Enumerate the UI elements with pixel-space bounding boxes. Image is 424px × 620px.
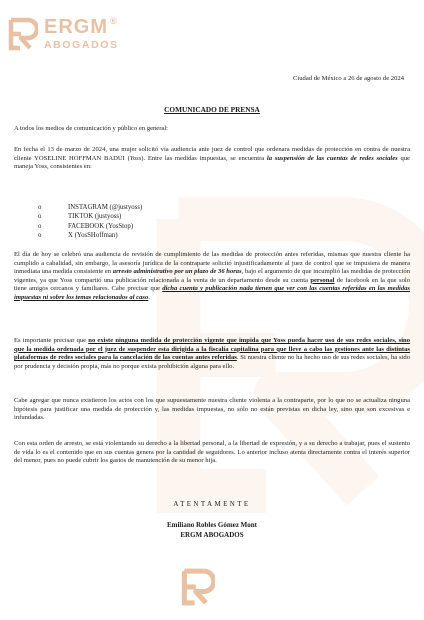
social-account-label: FACEBOOK (YosStop) [68, 222, 134, 230]
p2-text-b: , bajo el argumento de que incumplió las medidas de protección vigentes, ya que Yoss compartió una publicación relacionada a la venta de un departamento desde su cuenta [14, 268, 410, 284]
social-account-label: X (YosSHoffman) [68, 231, 118, 239]
p2-text-c: de facebook en la que solo tiene amigos cercanos y familiares. Cabe precisar que [14, 276, 410, 292]
brand-name: ERGM [44, 16, 108, 39]
paragraph-3 [14, 337, 410, 371]
footer-monogram-icon [181, 567, 215, 607]
p3-emphasis: no existe ninguna medida de protección vigente que impida que Yoss pueda hacer uso de sus redes sociales, sino que la medida ordenada por el juez de suspender esta dirigida a la fiscalía capitalina para que lleve a cabo las gestiones ante las distintas plataformas de redes sociales para la cancelación de las cuentas antes referidas [14, 337, 410, 361]
brand-subtitle: ABOGADOS [44, 39, 119, 52]
list-item [38, 222, 142, 231]
social-account-label: INSTAGRAM (@justyoss) [68, 204, 143, 211]
signatory-name: Emiliano Robles Gómez Mont [166, 521, 258, 529]
bullet: o [38, 204, 42, 211]
bullet: o [38, 231, 42, 239]
p2-text-d: . [148, 293, 150, 301]
document-title: COMUNICADO DE PRENSA [164, 105, 260, 114]
p2-arrest-term: arresto administrativo por un plazo de 36 horas [112, 268, 242, 275]
intro-paragraph: A todos los medios de comunicación y público en general: [14, 125, 169, 132]
p3-text-a: Es importante precisar que [14, 337, 89, 344]
list-item [38, 231, 142, 240]
closing-salutation: ATENTAMENTE [173, 500, 251, 508]
paragraph-4: Cabe agregar que nunca existieron los actos con los que supuestamente nuestra cliente violenta a la contraparte, por lo que no se actualiza ninguna hipótesis para justificar una medida de protección y, las medidas impuestas, no sólo no están previstas en dicha ley, sino que son excesivas e infundadas. [14, 397, 410, 421]
list-item [38, 212, 142, 221]
bullet: o [38, 213, 42, 221]
list-item [38, 203, 142, 212]
p1-text-a: En fecha el 13 de marzo de 2024, una mujer solicitó vía audiencia ante juez de control que ordenara medidas de protección en contra de nuestra cliente YOSELINE HOFFMAN BADUI ( [14, 146, 410, 162]
registered-mark: ® [110, 16, 118, 27]
paragraph-5: Con esta orden de arresto, se está violentando su derecho a la libertad personal, a la libertad de expresión, y a su derecho a trabajar, pues el sustento de vida lo es el contenido que en sus cuentas genera por la cantidad de seguidores. Lo anterior incluso atenta directamente contra el interés superior del menor, pues no puede cubrir los gastos de manutención de su menor hija. [14, 440, 410, 464]
bullet: o [38, 222, 42, 230]
p1-highlight: la suspensión de las cuentas de redes sociales [266, 154, 398, 162]
document-date: Ciudad de México a 26 de agosto de 2024 [293, 75, 404, 82]
social-accounts-list [38, 203, 142, 240]
paragraph-1 [14, 146, 410, 172]
p2-personal: personal [310, 276, 335, 284]
p1-text-b: ). Entre las medidas impuestas, se encuentra [141, 154, 267, 162]
p1-yoss: Yoss [129, 154, 142, 162]
p3-text-b: . Si nuestra cliente no ha hecho uso de sus redes sociales, ha sido por prudencia y decisión propia, más no porque exista prohibición alguna para ello. [14, 354, 410, 370]
social-account-label: TIKTOK (justyoss) [68, 213, 122, 221]
paragraph-2 [14, 251, 410, 302]
p2-text-a: El día de hoy se celebró una audiencia de revisión de cumplimiento de las medidas de protección antes referidas, mismas que nuestra cliente ha cumplido a cabalidad, sin embargo, la asesoría jurídica de la contraparte solicitó injustificadamente al juez de control que se impusiera de manera inmediata una medida consistente en [14, 251, 410, 275]
signatory-firm: ERGM ABOGADOS [180, 531, 244, 539]
p2-emphasis: dicha cuenta y publicación nada tienen que ver con las cuentas referidas en las medidas impuestas ni sobre los temas relacionados al caso [14, 285, 410, 301]
p1-text-c: que maneja Yoss, consistentes en: [14, 154, 410, 170]
